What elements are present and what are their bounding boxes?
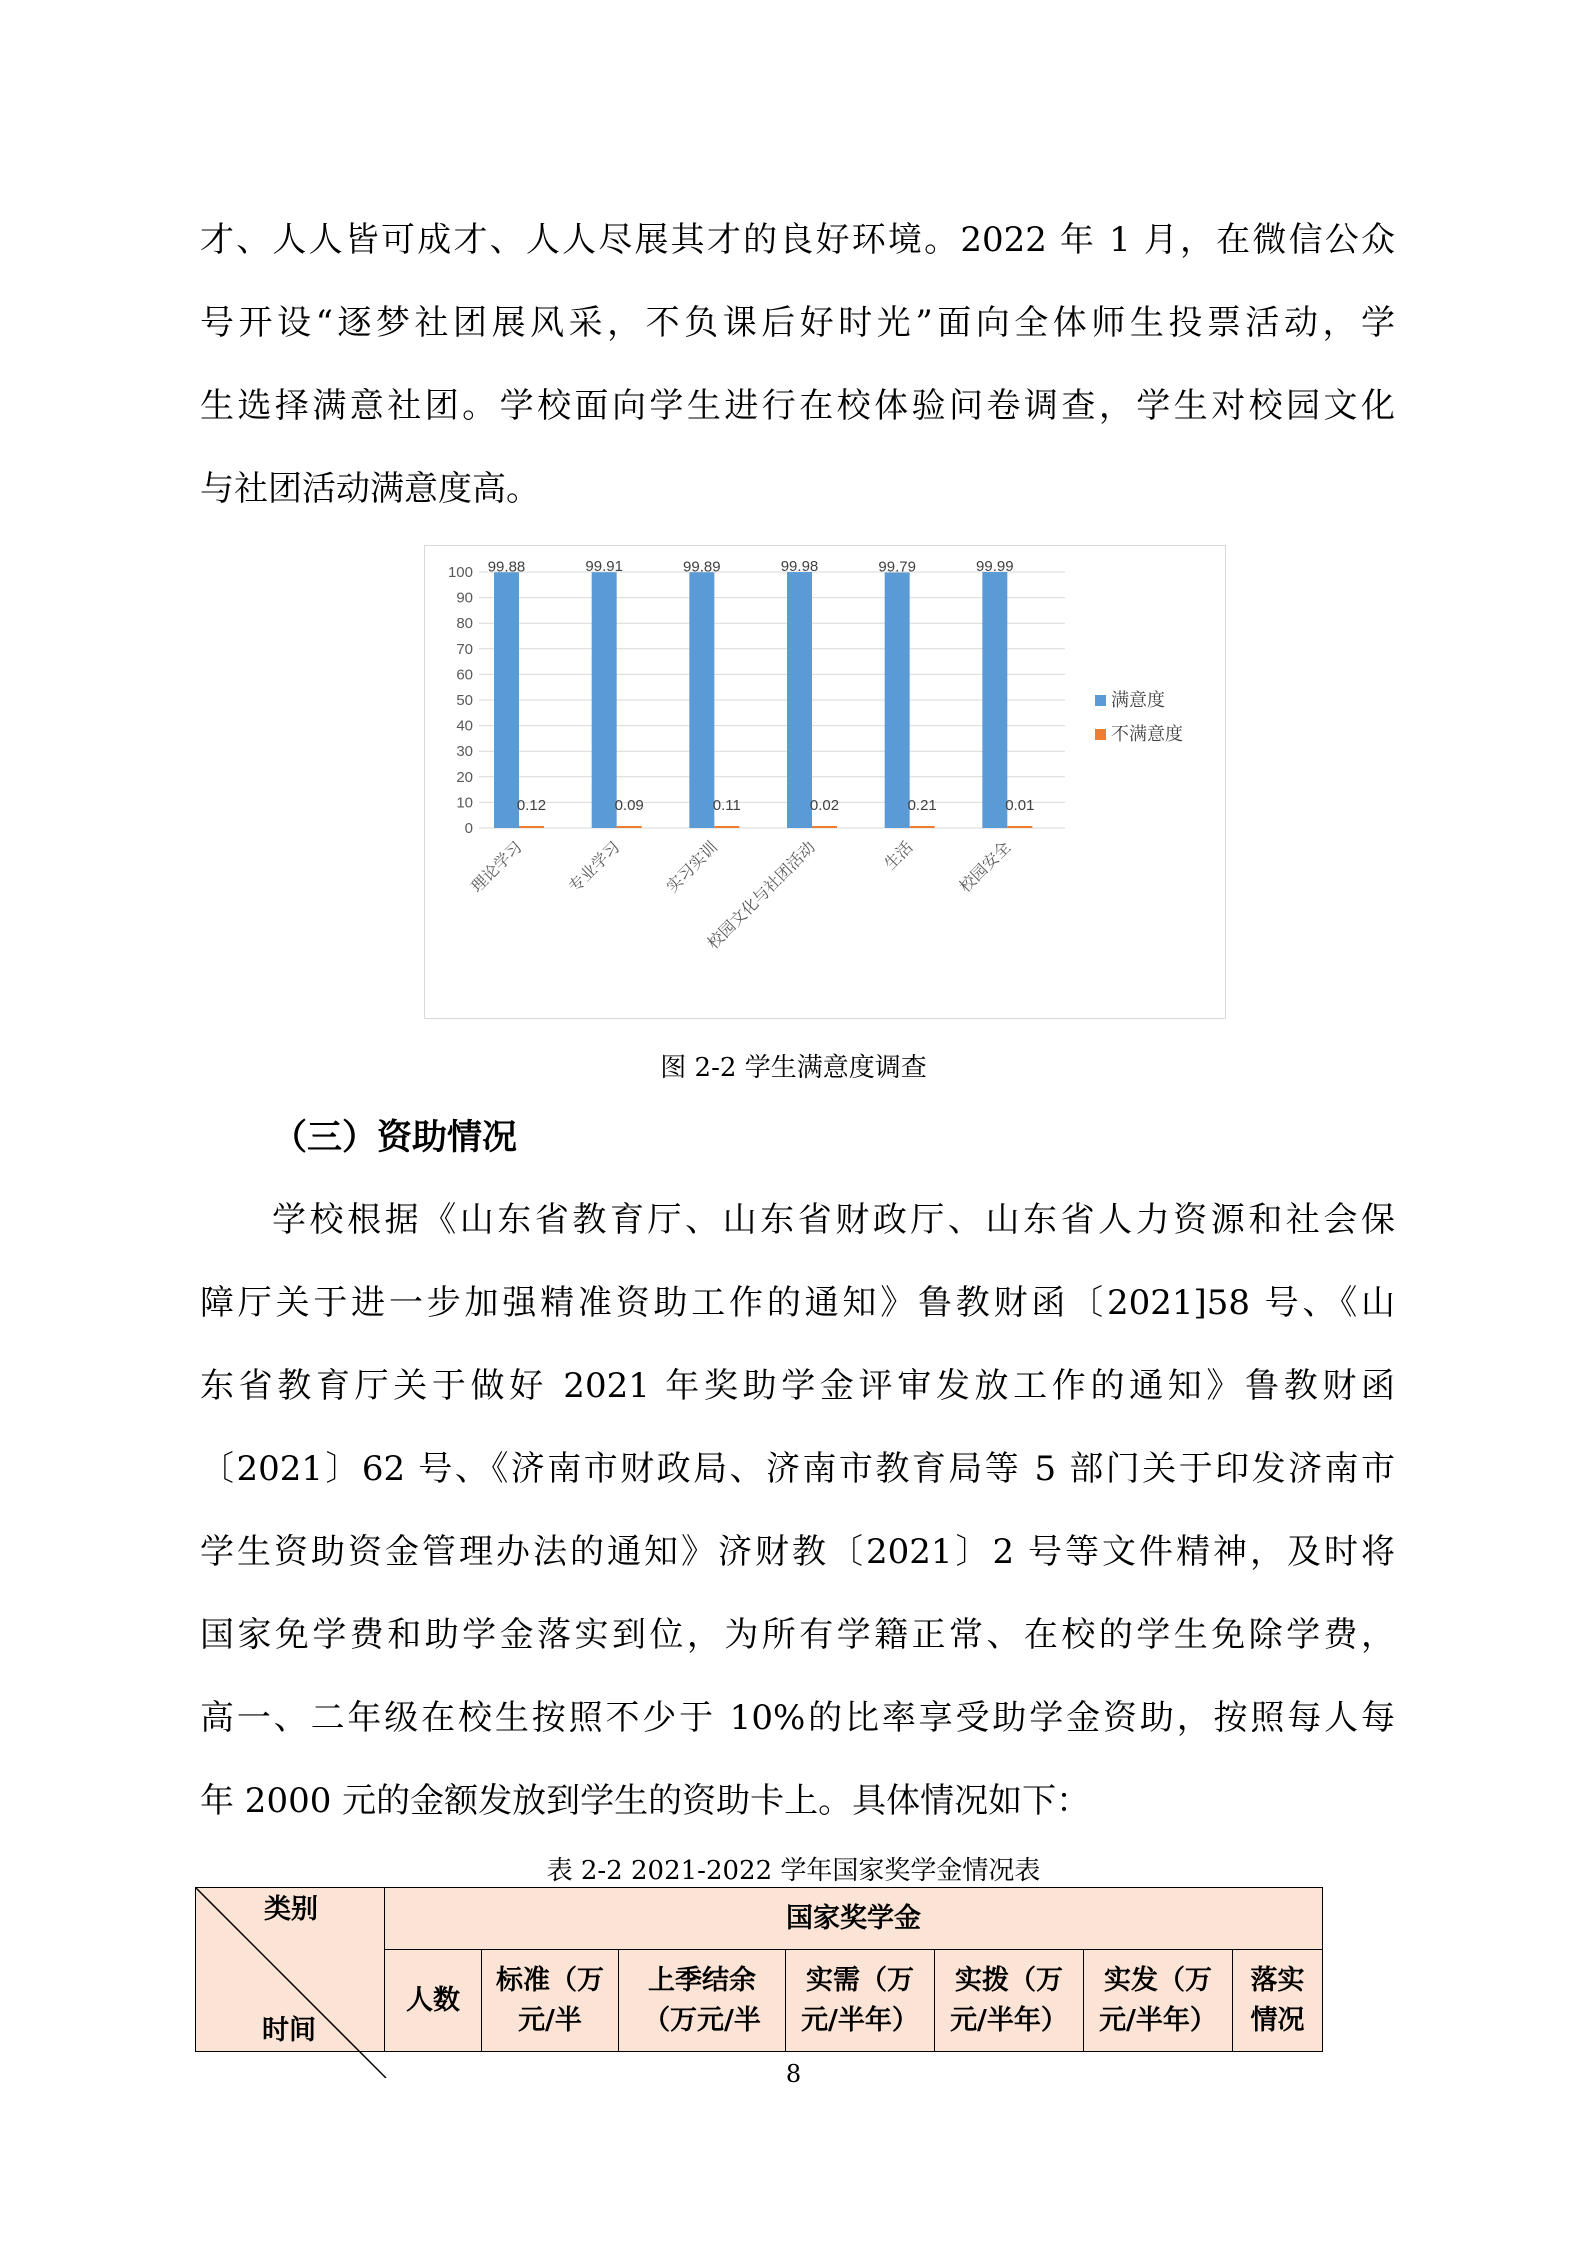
intro-line: 与社团活动满意度高。 xyxy=(200,469,540,509)
body-line: 障厅关于进一步加强精准资助工作的通知》鲁教财函〔2021]58 号、《山 xyxy=(200,1283,1395,1323)
column-header: 标准（万 元/半 xyxy=(482,1950,619,2052)
bar-satisfied xyxy=(885,573,910,828)
satisfaction-chart xyxy=(424,545,1226,1019)
data-label-satisfied: 99.89 xyxy=(683,558,721,576)
group-header: 国家奖学金 xyxy=(385,1888,1323,1950)
column-header: 实需（万 元/半年） xyxy=(786,1950,935,2052)
y-tick-label: 90 xyxy=(456,589,473,607)
column-header: 实发（万 元/半年） xyxy=(1084,1950,1233,2052)
x-tick-label: 校园文化与社团活动 xyxy=(704,838,819,953)
y-tick-label: 80 xyxy=(456,615,473,633)
bar-unsatisfied xyxy=(812,826,837,828)
data-label-unsatisfied: 0.21 xyxy=(907,797,937,814)
body-line: 学生资助资金管理办法的通知》济财教〔2021〕2 号等文件精神，及时将 xyxy=(200,1532,1395,1572)
bar-satisfied xyxy=(982,572,1007,828)
data-label-unsatisfied: 0.02 xyxy=(809,797,840,814)
x-tick-label: 校园安全 xyxy=(956,838,1015,897)
intro-line: 生选择满意社团。学校面向学生进行在校体验问卷调查，学生对校园文化 xyxy=(200,386,1395,426)
legend-label: 不满意度 xyxy=(1111,724,1183,744)
data-label-satisfied: 99.91 xyxy=(585,558,623,576)
data-label-unsatisfied: 0.11 xyxy=(712,797,741,814)
y-tick-label: 10 xyxy=(456,794,473,812)
legend-swatch xyxy=(1095,729,1106,740)
data-label-unsatisfied: 0.09 xyxy=(614,797,644,814)
table-corner-cell xyxy=(196,1888,385,2052)
data-label-satisfied: 99.99 xyxy=(976,558,1014,576)
legend-label: 满意度 xyxy=(1111,690,1165,710)
corner-label-time: 时间 xyxy=(262,2015,316,2046)
chart-canvas xyxy=(425,546,1225,1018)
y-tick-label: 60 xyxy=(456,666,473,684)
table-caption: 表 2-2 2021-2022 学年国家奖学金情况表 xyxy=(546,1856,1041,1886)
y-tick-label: 70 xyxy=(456,640,473,658)
bar-unsatisfied xyxy=(617,826,642,828)
bar-unsatisfied xyxy=(1007,826,1032,828)
data-label-satisfied: 99.79 xyxy=(878,558,916,576)
corner-label-category: 类别 xyxy=(264,1894,318,1925)
y-tick-label: 20 xyxy=(456,768,473,786)
y-tick-label: 100 xyxy=(447,564,473,581)
page-number: 8 xyxy=(785,2060,802,2088)
section-heading: （三）资助情况 xyxy=(272,1117,518,1158)
legend-swatch xyxy=(1095,695,1106,706)
bar-unsatisfied xyxy=(714,826,739,828)
bar-unsatisfied xyxy=(519,826,544,828)
body-line: 〔2021〕62 号、《济南市财政局、济南市教育局等 5 部门关于印发济南市 xyxy=(200,1449,1395,1489)
y-tick-label: 30 xyxy=(456,743,473,761)
bar-satisfied xyxy=(787,572,812,828)
data-label-unsatisfied: 0.01 xyxy=(1005,797,1035,814)
y-tick-label: 0 xyxy=(464,820,473,837)
bar-satisfied xyxy=(494,572,519,828)
body-line: 学校根据《山东省教育厅、山东省财政厅、山东省人力资源和社会保 xyxy=(272,1200,1395,1240)
body-line: 年 2000 元的金额发放到学生的资助卡上。具体情况如下： xyxy=(200,1781,1091,1821)
body-line: 东省教育厅关于做好 2021 年奖助学金评审发放工作的通知》鲁教财函 xyxy=(200,1366,1395,1406)
x-tick-label: 生活 xyxy=(881,838,917,874)
x-tick-label: 实习实训 xyxy=(663,838,722,897)
x-tick-label: 专业学习 xyxy=(566,838,624,897)
bar-satisfied xyxy=(592,572,617,828)
figure-caption: 图 2-2 学生满意度调查 xyxy=(660,1053,927,1083)
x-tick-label: 理论学习 xyxy=(468,838,526,897)
bar-unsatisfied xyxy=(910,826,935,828)
y-tick-label: 50 xyxy=(456,692,473,709)
intro-line: 号开设“逐梦社团展风采，不负课后好时光”面向全体师生投票活动，学 xyxy=(200,303,1395,343)
data-label-satisfied: 99.98 xyxy=(780,558,819,576)
column-header: 实拨（万 元/半年） xyxy=(935,1950,1084,2052)
data-label-satisfied: 99.88 xyxy=(487,558,526,576)
body-line: 国家免学费和助学金落实到位，为所有学籍正常、在校的学生免除学费， xyxy=(200,1615,1395,1655)
bar-satisfied xyxy=(689,572,714,828)
column-header: 落实 情况 xyxy=(1233,1950,1323,2052)
body-line: 高一、二年级在校生按照不少于 10%的比率享受助学金资助，按照每人每 xyxy=(200,1698,1395,1738)
column-header: 人数 xyxy=(385,1950,482,2052)
diagonal-line xyxy=(196,1888,458,2078)
data-label-unsatisfied: 0.12 xyxy=(516,797,547,814)
intro-line: 才、人人皆可成才、人人尽展其才的良好环境。2022 年 1 月，在微信公众 xyxy=(200,220,1395,260)
y-tick-label: 40 xyxy=(456,717,473,735)
column-header: 上季结余 （万元/半 xyxy=(619,1950,786,2052)
scholarship-table xyxy=(195,1887,1323,2052)
